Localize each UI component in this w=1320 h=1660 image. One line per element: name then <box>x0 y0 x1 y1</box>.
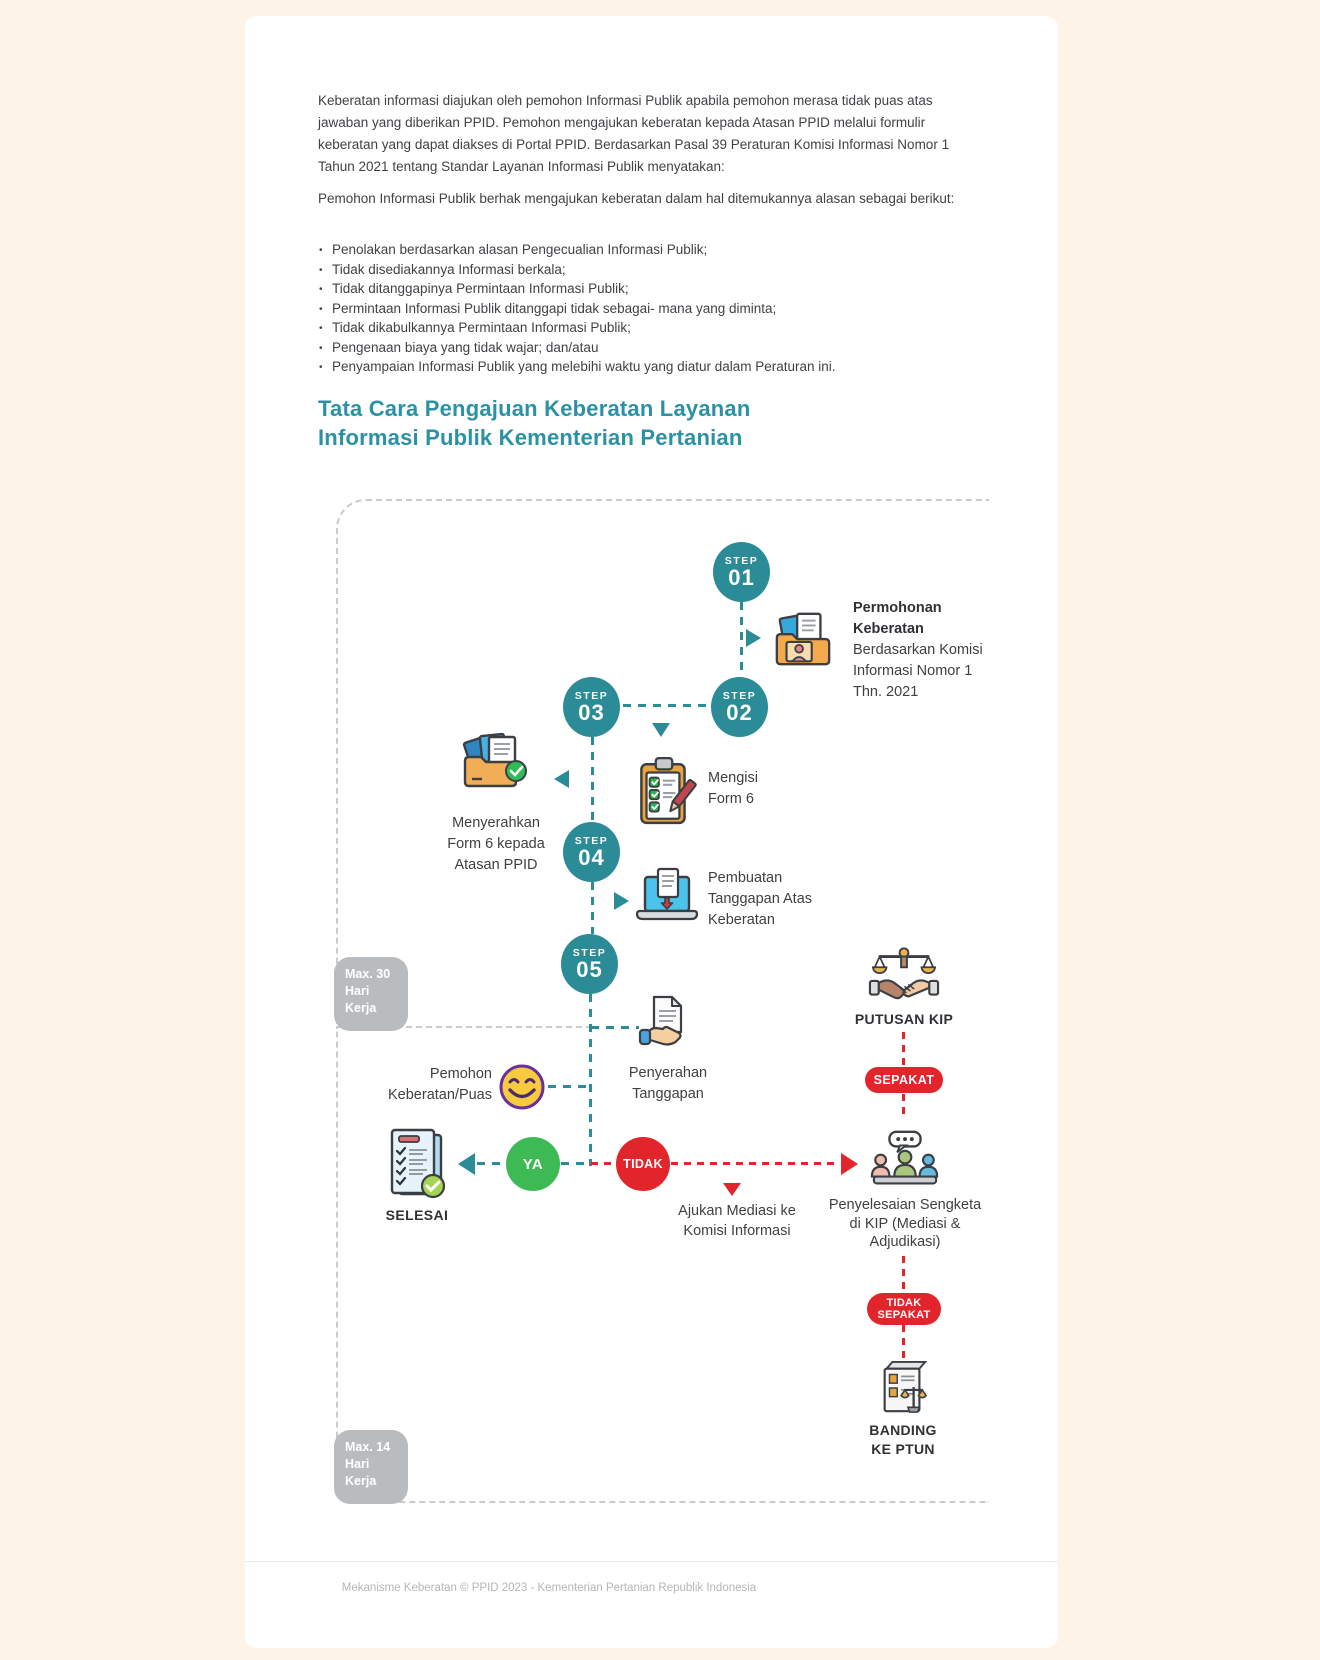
scales-handshake-icon <box>868 945 940 1009</box>
connector-step4-step5 <box>591 882 594 934</box>
bullet-item: • Penolakan berdasarkan alasan Pengecualian Informasi Publik; <box>318 240 983 260</box>
folder-check-icon <box>455 729 535 799</box>
pemohon-label: Pemohon Keberatan/Puas <box>388 1066 492 1103</box>
intro-paragraph-1: Keberatan informasi diajukan oleh pemohon Informasi Publik apabila pemohon merasa tidak puas atas jawaban yang diberikan PPID. Pemohon mengajukan keberatan kepada Atasan PPID melalui formulir keberatan yang dapat diakses di Portal PPID. Berdasarkan Pasal 39 Peraturan Komisi Informasi Nomor 1 Tahun 2021 tentang Standar Layanan Informasi Publik menyatakan: <box>318 92 950 174</box>
connector-putusan-sepakat <box>902 1032 905 1068</box>
connector-ya-junction <box>561 1162 590 1165</box>
tidak-sepakat-badge: TIDAK SEPAKAT <box>867 1293 941 1325</box>
step-number: 03 <box>578 700 605 725</box>
connector-kip-tidaksepakat <box>902 1256 905 1293</box>
bullet-item: • Permintaan Informasi Publik ditanggapi tidak sebagai- mana yang diminta; <box>318 299 983 319</box>
connector-step1-step2 <box>740 602 743 677</box>
step1-label-desc: Berdasarkan Komisi Informasi Nomor 1 Thn. 2021 <box>853 642 983 700</box>
connector-tidaksepakat-banding <box>902 1325 905 1359</box>
content-card <box>245 16 1058 1648</box>
step-circle-04 <box>563 822 620 882</box>
meeting-discussion-icon <box>868 1129 942 1193</box>
flow-arrow-red-down-icon <box>723 1183 741 1196</box>
step-prefix: STEP <box>572 947 607 959</box>
reason-bullet-list <box>318 240 983 377</box>
step5-label: Penyerahan Tanggapan <box>628 1065 708 1102</box>
connector-tidak-mediasi <box>671 1162 839 1165</box>
connector-step2-step3 <box>623 704 711 707</box>
step-prefix: STEP <box>574 835 609 847</box>
step4-label: Pembuatan Tanggapan Atas Keberatan <box>708 870 813 928</box>
connector-smiley <box>548 1085 590 1088</box>
bullet-item: • Penyampaian Informasi Publik yang melebihi waktu yang diatur dalam Peraturan ini. <box>318 357 983 377</box>
connector-arrow-ya <box>477 1162 505 1165</box>
step-prefix: STEP <box>574 690 609 702</box>
step3-label: Menyerahkan Form 6 kepada Atasan PPID <box>447 815 545 873</box>
checklist-done-icon <box>383 1128 451 1202</box>
step-circle-03 <box>563 677 620 737</box>
flow-arrow-red-right-icon <box>841 1153 858 1175</box>
intro-paragraph-2: Pemohon Informasi Publik berhak mengajukan keberatan dalam hal ditemukannya alasan sebagai berikut: <box>318 190 955 206</box>
max-30-days-badge: Max. 30 Hari Kerja <box>334 957 408 1031</box>
ajukan-mediasi-label: Ajukan Mediasi ke Komisi Informasi <box>678 1203 796 1239</box>
banding-label: BANDING KE PTUN <box>869 1422 937 1457</box>
connector-to-hand-icon <box>591 1026 639 1029</box>
step1-label-title: Permohonan Keberatan <box>853 600 942 637</box>
footer-divider <box>245 1561 1058 1562</box>
putusan-kip-label: PUTUSAN KIP <box>854 1011 954 1027</box>
step-circle-01 <box>713 542 770 602</box>
step-circle-05 <box>561 934 618 994</box>
connector-step5-decision <box>589 994 592 1166</box>
step-prefix: STEP <box>722 690 757 702</box>
penyelesaian-label: Penyelesaian Sengketa di KIP (Mediasi & Adjudikasi) <box>828 1197 982 1250</box>
step-prefix: STEP <box>724 555 759 567</box>
step-number: 05 <box>576 957 603 982</box>
bullet-item: • Tidak dikabulkannya Permintaan Informasi Publik; <box>318 318 983 338</box>
sepakat-badge: SEPAKAT <box>865 1067 943 1093</box>
step2-label: Mengisi Form 6 <box>708 770 758 807</box>
section-heading <box>318 394 750 452</box>
flow-arrow-left-icon <box>458 1153 475 1175</box>
bullet-item: • Tidak ditanggapinya Permintaan Informasi Publik; <box>318 279 983 299</box>
step-circle-02 <box>711 677 768 737</box>
connector-junction-tidak <box>591 1162 616 1165</box>
step-number: 02 <box>726 700 753 725</box>
clipboard-checklist-icon <box>628 755 700 829</box>
heading-line-2: Informasi Publik Kementerian Pertanian <box>318 425 743 450</box>
flow-arrow-right-icon <box>614 892 629 910</box>
connector-sepakat-kip <box>902 1094 905 1120</box>
heading-line-1: Tata Cara Pengajuan Keberatan Layanan <box>318 396 751 421</box>
max-14-days-badge: Max. 14 Hari Kerja <box>334 1430 408 1504</box>
decision-yes-circle: YA <box>506 1137 560 1191</box>
flow-arrow-right-icon <box>746 629 761 647</box>
laptop-document-icon <box>632 867 702 929</box>
folder-photo-icon <box>772 609 834 671</box>
smiley-face-icon <box>497 1062 547 1112</box>
bullet-item: • Tidak disediakannya Informasi berkala; <box>318 260 983 280</box>
flow-arrow-down-icon <box>652 723 670 737</box>
bullet-item: • Pengenaan biaya yang tidak wajar; dan/atau <box>318 338 983 358</box>
step-number: 01 <box>728 565 755 590</box>
connector-step3-step4 <box>591 737 594 822</box>
step-number: 04 <box>578 845 605 870</box>
hand-document-icon <box>638 994 696 1048</box>
newspaper-scales-icon <box>875 1359 931 1417</box>
decision-no-circle: TIDAK <box>616 1137 670 1191</box>
flow-arrow-left-icon <box>554 770 569 788</box>
selesai-label: SELESAI <box>385 1207 449 1223</box>
footer-text: Mekanisme Keberatan © PPID 2023 - Kementerian Pertanian Republik Indonesia <box>341 1582 757 1594</box>
